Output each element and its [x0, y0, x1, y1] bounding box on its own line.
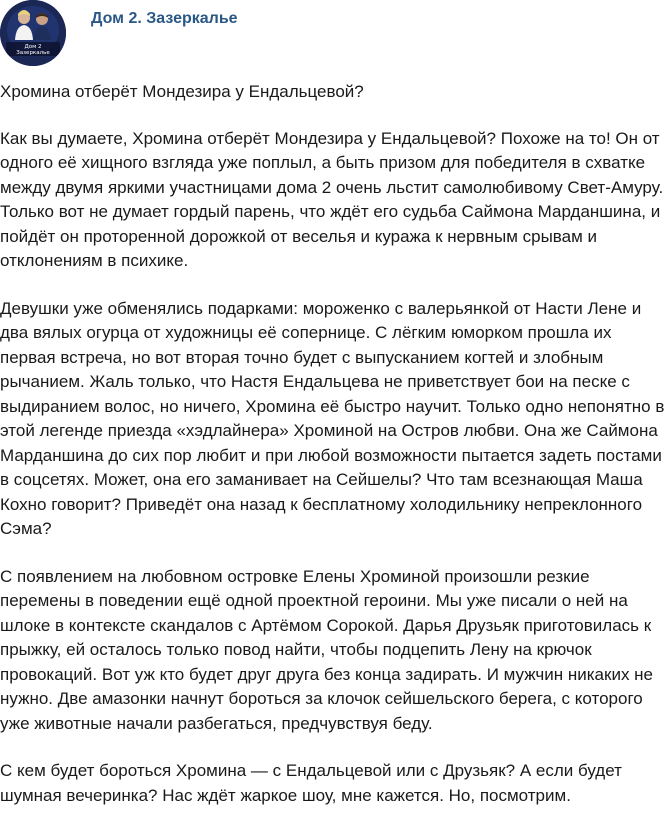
group-name-link[interactable]: Дом 2. Зазеркалье — [91, 10, 238, 27]
post-header — [0, 0, 670, 70]
group-avatar[interactable] — [0, 0, 66, 66]
svg-text:Зазеркалье: Зазеркалье — [16, 50, 50, 56]
post-paragraph: С появлением на любовном островке Елены Хроминой произошли резкие перемены в поведении ещё одной проектной героини. Мы уже писали о ней на шлоке в контексте скандалов с Артёмом Сорокой. Дарья Друзьяк приготовилась к прыжку, ей осталось только повод найти, чтобы подцепить Лену на крючок провокаций. Вот уж кто будет друг друга без конца задирать. И мужчин никаких не нужно. Две амазонки начнут бороться за клочок сейшельского берега, с которого уже животные начали разбегаться, предчувствуя беду. — [0, 566, 654, 733]
post-paragraph: Как вы думаете, Хромина отберёт Мондезира у Ендальцевой? Похоже на то! Он от одного её хищного взгляда уже поплыл, а быть призом для победителя в схватке между двумя яркими участницами дома 2 очень льстит самолюбивому Свет-Амуру. Только вот не думает гордый парень, что ждёт его судьба Саймона Марданшина, и пойдёт он проторенной дорожкой от веселья и куража к нервным срывам и отклонениям в психике. — [0, 128, 664, 270]
svg-text:Дом 2: Дом 2 — [24, 44, 42, 50]
post-paragraph: С кем будет бороться Хромина — с Ендальцевой или с Друзьяк? А если будет шумная вечеринка? Нас ждёт жаркое шоу, мне кажется. Но, посмотрим. — [0, 761, 622, 805]
post-text — [0, 80, 668, 808]
post-paragraph: Девушки уже обменялись подарками: мороженко с валерьянкой от Насти Лене и два вялых огурца от художницы её сопернице. С лёгким юморком прошла их первая встреча, но вот вторая точно будет с выпусканием когтей и злобным рычанием. Жаль только, что Настя Ендальцева не приветствует бои на песке с выдиранием волос, но ничего, Хромина её быстро научит. Только одно непонятно в этой легенде приезда «хэдлайнера» Хроминой на Остров любви. Она же Саймона Марданшина до сих пор любит и при любой возможности пытается задеть постами в соцсетях. Может, она его заманивает на Сейшелы? Что там всезнающая Маша Кохно говорит? Приведёт она назад к бесплатному холодильнику непреклонного Сэма? — [0, 298, 665, 538]
post-title: Хромина отберёт Мондезира у Ендальцевой? — [0, 82, 364, 101]
avatar-image — [0, 0, 66, 66]
